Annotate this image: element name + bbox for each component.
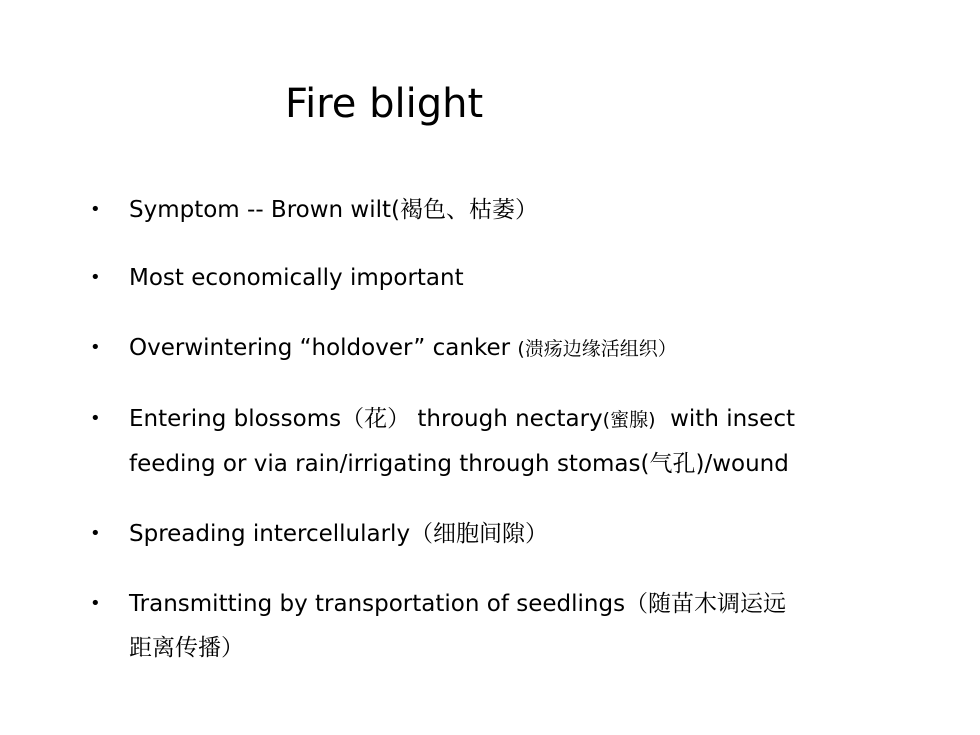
bullet-text-line2: 距离传播） [129,635,244,661]
bullet-dot-icon: • [90,267,101,288]
bullet-list [90,188,950,670]
bullet-dot-icon: • [90,408,101,429]
bullet-dot-icon: • [90,523,101,544]
bullet-text: Spreading intercellularly（细胞间隙） [129,521,549,547]
bullet-overwintering [90,326,950,371]
slide-title: Fire blight [285,81,484,127]
bullet-text: Overwintering “holdover” canker [129,335,518,361]
bullet-symptom [90,188,950,232]
bullet-economic-importance [90,256,950,300]
bullet-text-note: (溃疡边缘活组织） [517,338,677,360]
bullet-entering-blossoms [90,397,950,486]
bullet-text-note: (蜜腺) [602,409,656,431]
bullet-text: Most economically important [129,265,464,291]
bullet-dot-icon: • [90,199,101,220]
bullet-text: Entering blossoms（花） through nectary [129,406,603,432]
bullet-dot-icon: • [90,337,101,358]
bullet-text-continued: with insect [655,406,795,432]
bullet-spreading [90,512,950,556]
bullet-text-line2: feeding or via rain/irrigating through stomas(气孔)/wound [129,451,789,477]
bullet-text: Symptom -- Brown wilt(褐色、枯萎） [129,197,539,223]
bullet-text: Transmitting by transportation of seedlings（随苗木调运远 [129,591,787,617]
bullet-dot-icon: • [90,593,101,614]
bullet-transmitting [90,582,950,670]
